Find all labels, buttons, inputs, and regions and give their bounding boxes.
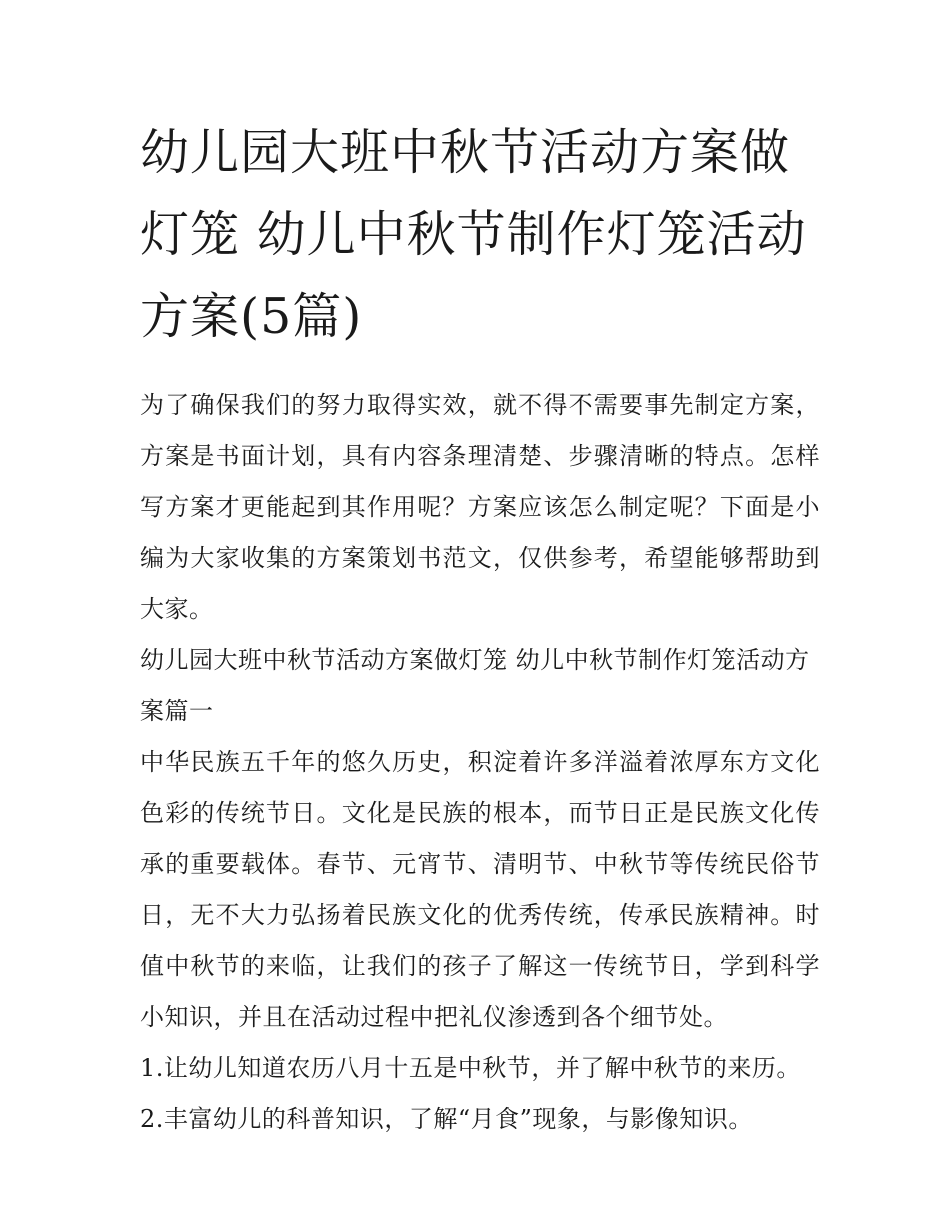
document-content [140, 112, 820, 1145]
list-item: 2.丰富幼儿的科普知识，了解“月食”现象，与影像知识。 [140, 1105, 753, 1133]
intro-paragraph: 为了确保我们的努力取得实效，就不得不需要事先制定方案，方案是书面计划，具有内容条理清楚、步骤清晰的特点。怎样写方案才更能起到其作用呢？方案应该怎么制定呢？下面是小编为大家收集的方案策划书范文，仅供参考，希望能够帮助到大家。 [140, 391, 820, 623]
section-heading: 幼儿园大班中秋节活动方案做灯笼 幼儿中秋节制作灯笼活动方案篇一 [140, 646, 810, 725]
list-item: 1.让幼儿知道农历八月十五是中秋节，并了解中秋节的来历。 [140, 1054, 801, 1082]
document-title: 幼儿园大班中秋节活动方案做灯笼 幼儿中秋节制作灯笼活动方案(5篇) [140, 124, 807, 345]
body-paragraph: 中华民族五千年的悠久历史，积淀着许多洋溢着浓厚东方文化色彩的传统节日。文化是民族的根本，而节日正是民族文化传承的重要载体。春节、元宵节、清明节、中秋节等传统民俗节日，无不大力弘扬着民族文化的优秀传统，传承民族精神。时值中秋节的来临，让我们的孩子了解这一传统节日，学到科学小知识，并且在活动过程中把礼仪渗透到各个细节处。 [140, 748, 820, 1031]
